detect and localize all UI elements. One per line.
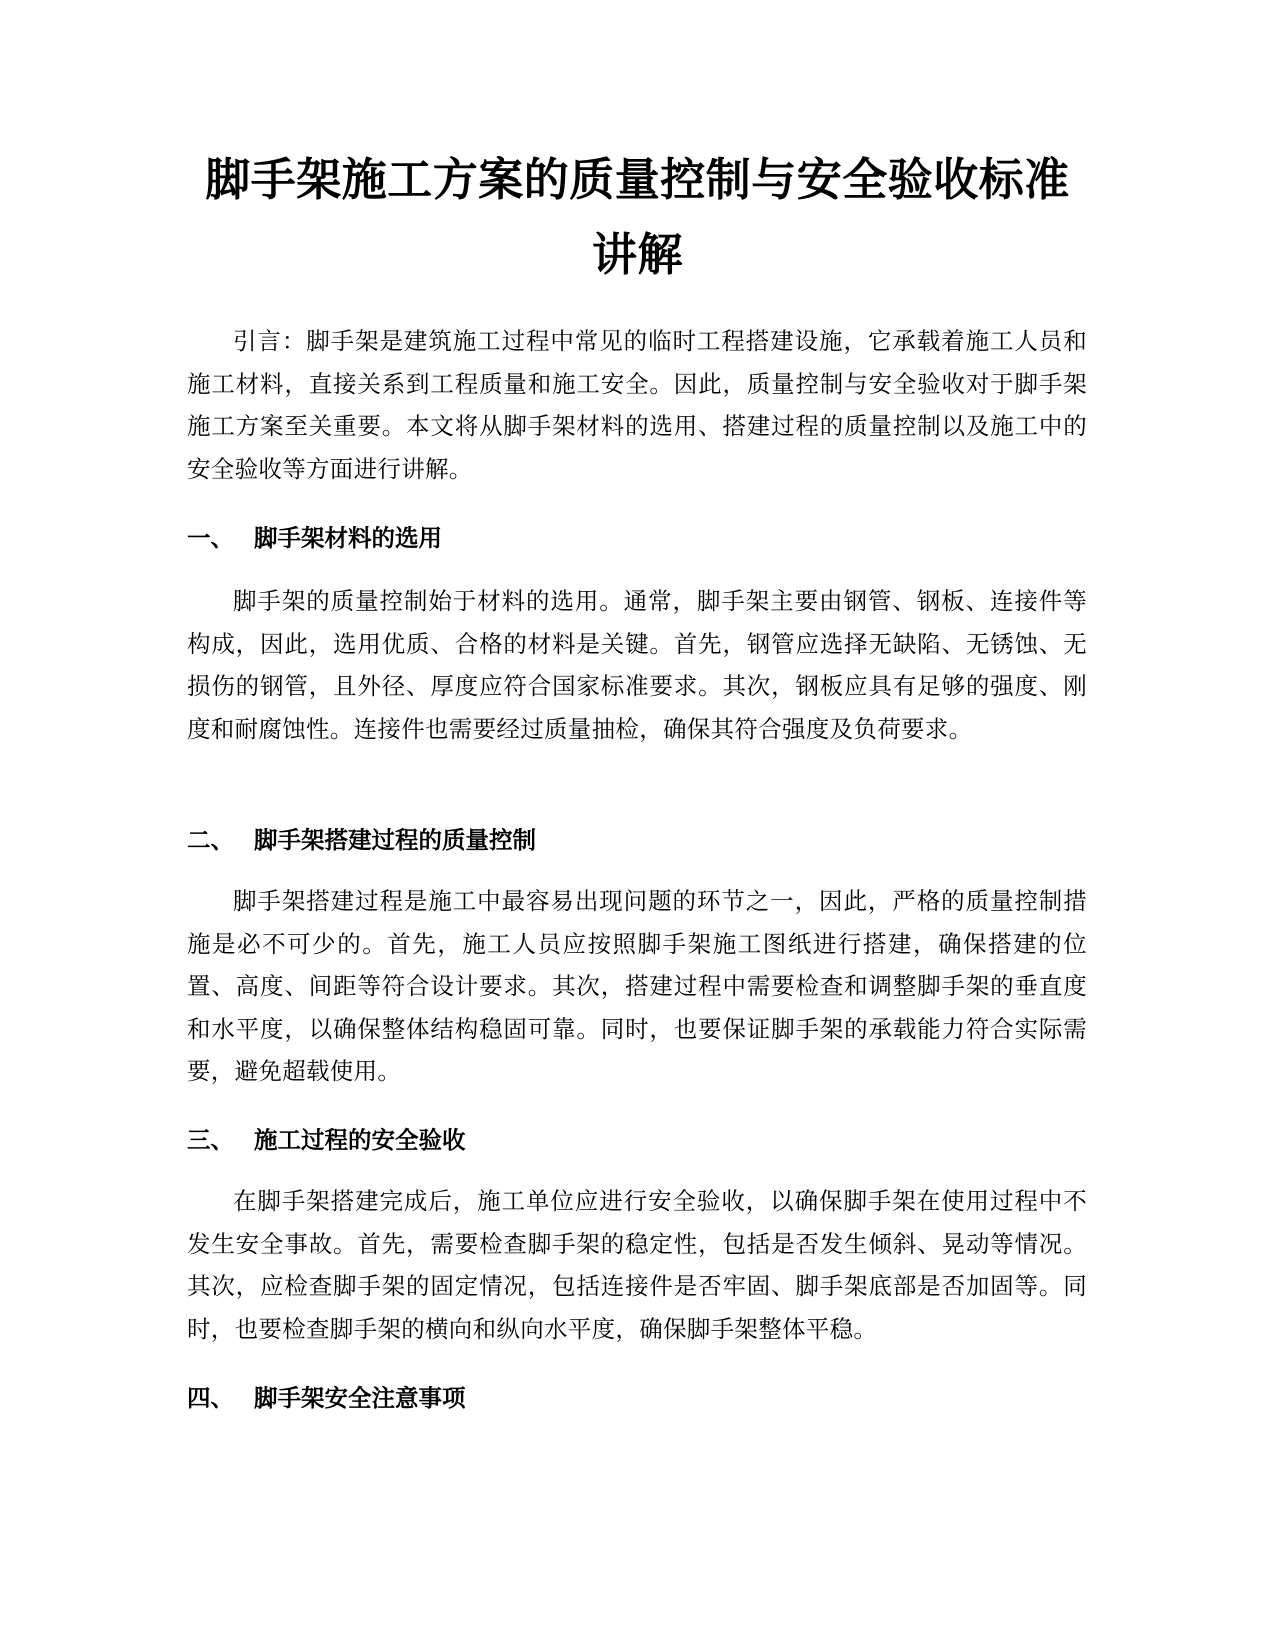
section-4-heading: [187, 1380, 466, 1416]
section-2-heading: [187, 822, 536, 858]
section-1-body: 脚手架的质量控制始于材料的选用。通常，脚手架主要由钢管、钢板、连接件等构成，因此，选用优质、合格的材料是关键。首先，钢管应选择无缺陷、无锈蚀、无损伤的钢管，且外径、厚度应符合国家标准要求。其次，钢板应具有足够的强度、刚度和耐腐蚀性。连接件也需要经过质量抽检，确保其符合强度及负荷要求。: [187, 587, 1087, 743]
title-line-2: 讲解: [591, 228, 683, 281]
section-1-heading: [187, 520, 442, 556]
section-1-title: 脚手架材料的选用: [254, 524, 442, 552]
section-4-number: 四、: [187, 1384, 234, 1412]
title-line-1: 脚手架施工方案的质量控制与安全验收标准: [205, 153, 1070, 206]
document-title: [160, 142, 1115, 292]
section-1-number: 一、: [187, 524, 234, 552]
section-2-body: 脚手架搭建过程是施工中最容易出现问题的环节之一，因此，严格的质量控制措施是必不可少的。首先，施工人员应按照脚手架施工图纸进行搭建，确保搭建的位置、高度、间距等符合设计要求。其次，搭建过程中需要检查和调整脚手架的垂直度和水平度，以确保整体结构稳固可靠。同时，也要保证脚手架的承载能力符合实际需要，避免超载使用。: [187, 887, 1087, 1085]
section-3-body: 在脚手架搭建完成后，施工单位应进行安全验收，以确保脚手架在使用过程中不发生安全事故。首先，需要检查脚手架的稳定性，包括是否发生倾斜、晃动等情况。其次，应检查脚手架的固定情况，包括连接件是否牢固、脚手架底部是否加固等。同时，也要检查脚手架的横向和纵向水平度，确保脚手架整体平稳。: [187, 1187, 1087, 1343]
section-3-number: 三、: [187, 1126, 234, 1154]
section-2-title: 脚手架搭建过程的质量控制: [254, 826, 536, 854]
section-3-heading: [187, 1122, 466, 1158]
intro-paragraph: 引言：脚手架是建筑施工过程中常见的临时工程搭建设施，它承载着施工人员和施工材料，直接关系到工程质量和施工安全。因此，质量控制与安全验收对于脚手架施工方案至关重要。本文将从脚手架材料的选用、搭建过程的质量控制以及施工中的安全验收等方面进行讲解。: [187, 327, 1087, 483]
section-3-title: 施工过程的安全验收: [254, 1126, 466, 1154]
section-2-number: 二、: [187, 826, 234, 854]
section-4-title: 脚手架安全注意事项: [254, 1384, 466, 1412]
